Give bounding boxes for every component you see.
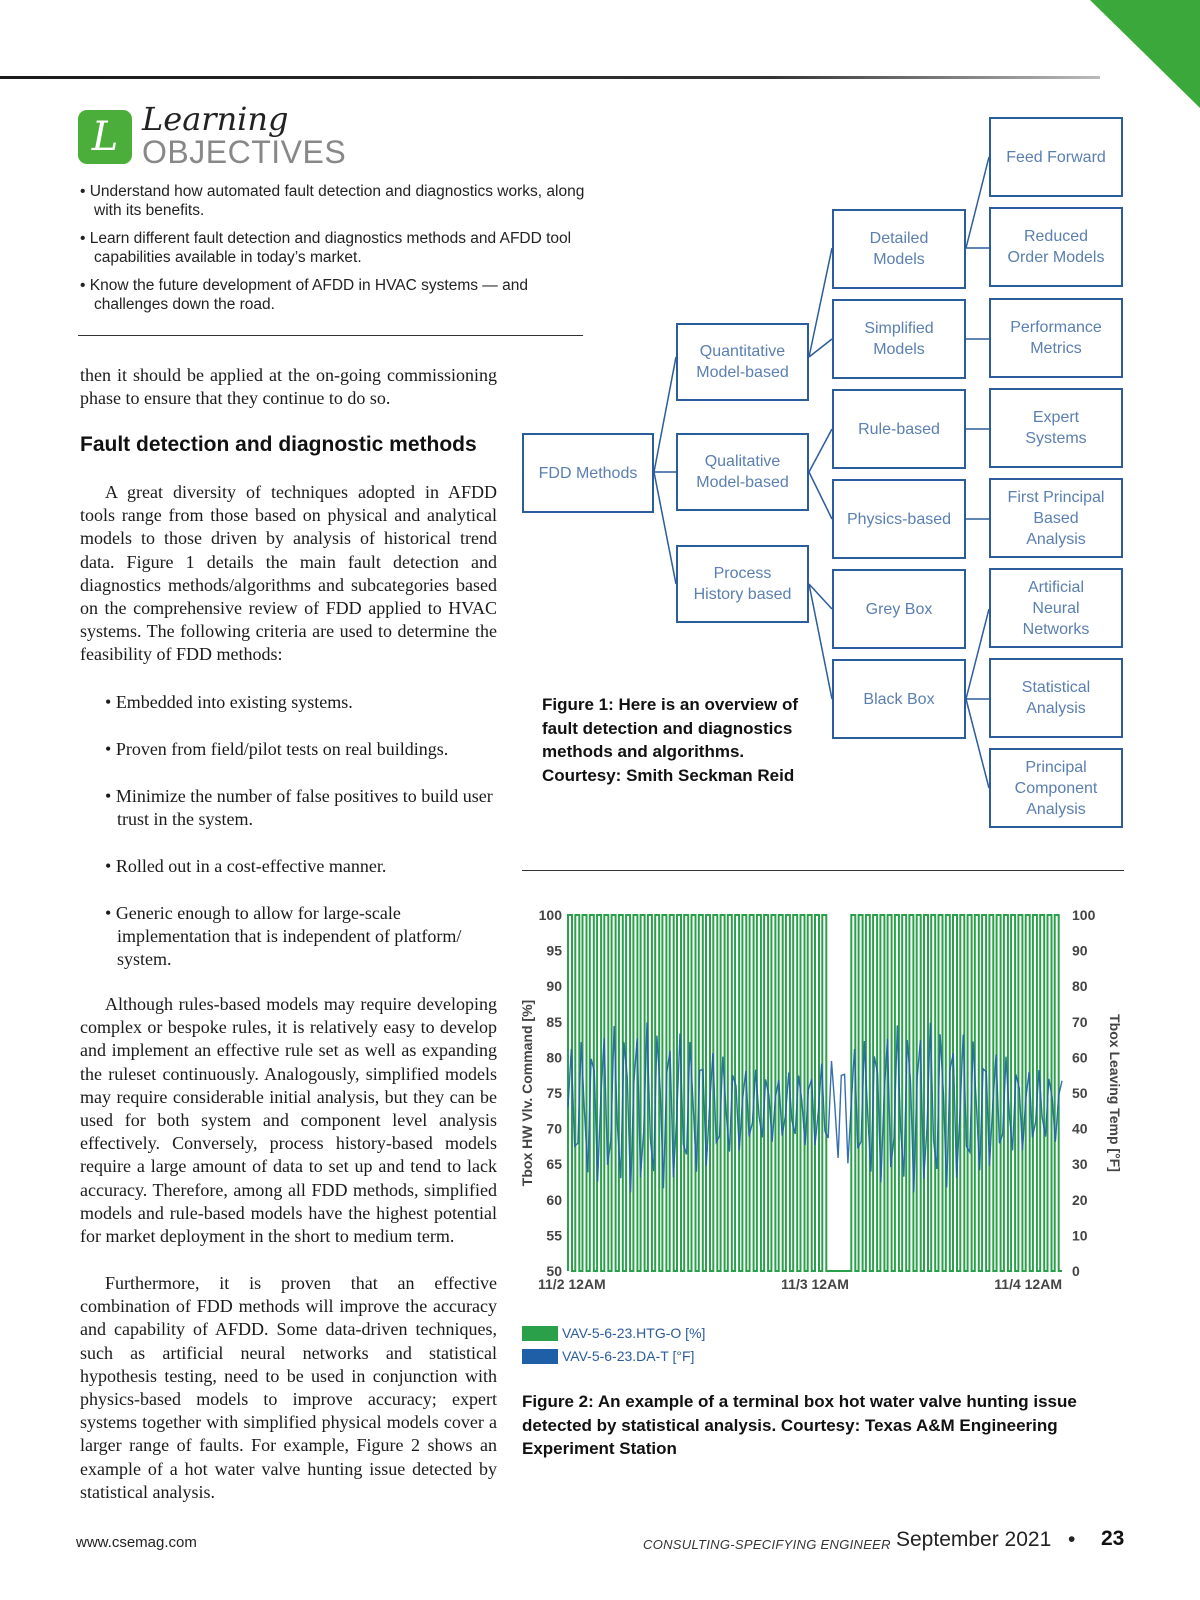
figure-1-caption: Figure 1: Here is an overview of fault detection and diagnostics methods and algorithms. Courtesy: Smith Seckman Reid xyxy=(542,695,799,785)
connector xyxy=(654,357,676,472)
connector xyxy=(966,157,989,248)
footer-website: www.csemag.com xyxy=(76,1534,197,1551)
body-paragraph: Furthermore, it is proven that an effective combination of FDD methods will improve the accuracy and capability of AFDD. Some data-driven techniques, such as artificial neural networks and statistical hypothesis testing, need to be used in conjunction with physics-based models to improve accuracy; expert systems together with simplified physical models cover a larger range of faults. For example, Figure 2 shows an example of a hot water valve hunting issue detected by statistical analysis. xyxy=(80,1273,497,1502)
figure-divider xyxy=(522,870,1124,871)
connector xyxy=(809,429,832,472)
y2-tick-label: 20 xyxy=(1072,1191,1088,1208)
y-tick-label: 60 xyxy=(546,1191,562,1208)
x-tick-label: 11/2 12AM xyxy=(538,1276,606,1292)
node-first-principal: First Principal Based Analysis xyxy=(989,478,1123,558)
connector xyxy=(966,699,989,788)
y-tick-label: 85 xyxy=(546,1013,562,1030)
objectives-divider xyxy=(78,335,583,336)
node-expert-systems: Expert Systems xyxy=(989,388,1123,468)
node-reduced-order-models: Reduced Order Models xyxy=(989,207,1123,287)
node-process-history: Process History based xyxy=(676,545,809,623)
legend-label: VAV-5-6-23.DA-T [°F] xyxy=(562,1348,695,1364)
y2-axis-label: Tbox Leaving Temp [°F] xyxy=(1107,1014,1123,1172)
legend-swatch-green xyxy=(522,1326,558,1341)
criteria-bullet: • Minimize the number of false positives to build user trust in the system. xyxy=(105,785,517,831)
body-paragraph: A great diversity of techniques adopted in AFDD tools range from those based on physical and analytical models to those driven by analysis of historical trend data. Figure 1 details the main fault detection and diagnostics methods/algorithms and subcategories based on the comprehensive review of FDD applied to HVAC systems. The following criteria are used to determine the feasibility of FDD methods: xyxy=(80,482,497,665)
y2-tick-label: 100 xyxy=(1072,907,1096,923)
y2-tick-label: 90 xyxy=(1072,942,1088,959)
y-tick-label: 75 xyxy=(546,1085,562,1101)
node-simplified-models: Simplified Models xyxy=(832,299,966,379)
y2-tick-label: 40 xyxy=(1072,1120,1088,1137)
y-tick-label: 55 xyxy=(546,1227,562,1244)
node-performance-metrics: Performance Metrics xyxy=(989,298,1123,378)
footer-separator: • xyxy=(1068,1528,1076,1551)
node-statistical-analysis: Statistical Analysis xyxy=(989,658,1123,738)
criteria-bullet: • Embedded into existing systems. xyxy=(105,691,517,714)
connector xyxy=(654,472,676,584)
connector xyxy=(809,584,832,609)
body-paragraph: Although rules-based models may require developing complex or bespoke rules, it is relatively easy to develop and implement an effective rule set as well as expanding the ruleset continuously. Analogously, simplified models may require considerable initial analysis, but they can be used for both system and component level analysis effectively. Conversely, process history-based models require a large amount of data to set up and tend to lack accuracy. Therefore, among all FDD methods, simplified models and rule-based models have the highest potential for market deployment in the short to medium term. xyxy=(80,994,497,1247)
node-physics-based: Physics-based xyxy=(832,479,966,559)
node-qualitative: Qualitative Model-based xyxy=(676,433,809,511)
learning-objectives-badge: L xyxy=(78,110,132,164)
y-tick-label: 95 xyxy=(546,942,562,959)
node-black-box: Black Box xyxy=(832,659,966,739)
x-tick-label: 11/4 12AM xyxy=(994,1276,1062,1292)
criteria-bullet: • Generic enough to allow for large-scale implementation that is independent of platform/ system. xyxy=(105,902,517,972)
node-detailed-models: Detailed Models xyxy=(832,209,966,289)
y-tick-label: 100 xyxy=(538,907,562,923)
y2-tick-label: 60 xyxy=(1072,1049,1088,1066)
y-tick-label: 80 xyxy=(546,1049,562,1066)
y-axis-label: Tbox HW Vlv. Command [%] xyxy=(519,999,535,1187)
node-rule-based: Rule-based xyxy=(832,389,966,469)
y-tick-label: 90 xyxy=(546,978,562,995)
top-rule xyxy=(0,76,1100,79)
x-tick-label: 11/3 12AM xyxy=(781,1276,849,1292)
page-number: 23 xyxy=(1101,1527,1125,1550)
figure-2-caption: Figure 2: An example of a terminal box hot water valve hunting issue detected by statistical analysis. Courtesy: Texas A&M Engineering Experiment Station xyxy=(522,1392,1077,1458)
node-grey-box: Grey Box xyxy=(832,569,966,649)
series-valve-command xyxy=(568,915,1062,1271)
y2-tick-label: 70 xyxy=(1072,1013,1088,1030)
node-feed-forward: Feed Forward xyxy=(989,117,1123,197)
connector xyxy=(809,339,832,357)
objective-item: • Understand how automated fault detection and diagnostics works, along with its benefits. xyxy=(78,182,604,220)
intro-paragraph: then it should be applied at the on-going commissioning phase to ensure that they continue to do so. xyxy=(80,365,497,409)
criteria-bullet: • Proven from field/pilot tests on real buildings. xyxy=(105,738,517,761)
section-heading: Fault detection and diagnostic methods xyxy=(80,433,477,456)
objective-item: • Know the future development of AFDD in HVAC systems — and challenges down the road. xyxy=(78,276,604,314)
y2-tick-label: 30 xyxy=(1072,1156,1088,1173)
objective-item: • Learn different fault detection and diagnostics methods and AFDD tool capabilities available in today’s market. xyxy=(78,229,604,267)
node-pca: Principal Component Analysis xyxy=(989,748,1123,828)
y2-tick-label: 10 xyxy=(1072,1227,1088,1244)
criteria-bullet: • Rolled out in a cost-effective manner. xyxy=(105,855,517,878)
y-tick-label: 50 xyxy=(546,1263,562,1279)
y2-tick-label: 80 xyxy=(1072,978,1088,995)
y-tick-label: 70 xyxy=(546,1120,562,1137)
objectives-title: OBJECTIVES xyxy=(142,134,347,170)
footer-publication: CONSULTING-SPECIFYING ENGINEER xyxy=(643,1537,891,1552)
connector xyxy=(809,472,832,519)
learning-title: Learning xyxy=(142,100,289,138)
y2-tick-label: 0 xyxy=(1072,1263,1080,1279)
legend-label: VAV-5-6-23.HTG-O [%] xyxy=(562,1325,706,1341)
figure-2-chart xyxy=(519,895,1123,1375)
connector xyxy=(809,584,832,699)
connector xyxy=(966,609,989,699)
node-fdd-methods: FDD Methods xyxy=(522,433,654,513)
corner-accent xyxy=(1090,0,1200,108)
connector xyxy=(809,248,832,357)
y2-tick-label: 50 xyxy=(1072,1085,1088,1101)
legend-swatch-blue xyxy=(522,1349,558,1364)
node-quantitative: Quantitative Model-based xyxy=(676,323,809,401)
y-tick-label: 65 xyxy=(546,1156,562,1173)
node-ann: Artificial Neural Networks xyxy=(989,568,1123,648)
footer-date: September 2021 xyxy=(896,1528,1052,1551)
